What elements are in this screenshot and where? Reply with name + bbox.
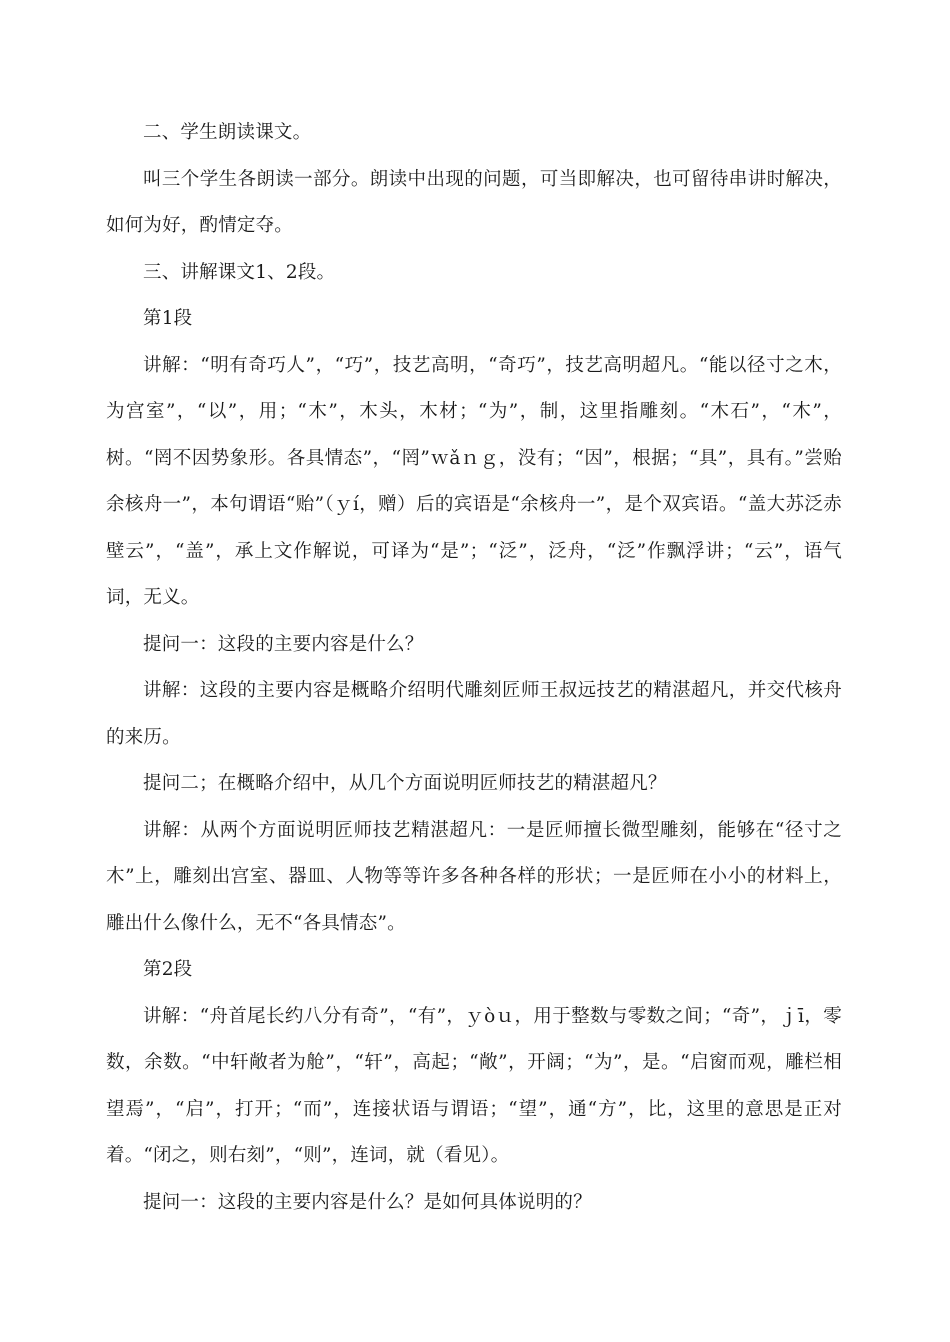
question-section1-2: 提问二；在概略介绍中，从几个方面说明匠师技艺的精湛超凡？ [143,773,667,794]
answer-section1-1: 讲解：这段的主要内容是概略介绍明代雕刻匠师王叔远技艺的精湛超凡，并交代核舟的来历。 [106,680,842,748]
paragraph-section1-explanation: 讲解：“明有奇巧人”，“巧”，技艺高明，“奇巧”，技艺高明超凡。“能以径寸之木，为宫室”，“以”，用；“木”，木头，木材；“为”，制，这里指雕刻。“木石”，“木”，树。“罔不因势象形。各具情态”，“罔”ｗǎｎｇ，没有；“因”，根据；“具”，具有。”尝贻余核舟一”，本句谓语“贻”（ｙí，赠）后的宾语是“余核舟一”，是个双宾语。“盖大苏泛赤壁云”，“盖”，承上文作解说，可译为“是”；“泛”，泛舟，“泛”作飘浮讲；“云”，语气词，无义。 [106,354,842,608]
question-section1-1: 提问一：这段的主要内容是什么？ [143,633,424,655]
heading-explain-sections: 三、讲解课文1、2段。 [143,261,336,283]
paragraph-section2-explanation: 讲解：“舟首尾长约八分有奇”，“有”，ｙòｕ，用于整数与零数之间；“奇”，ｊī，零数，余数。“中轩敞者为舱”，“轩”，高起；“敞”，开阔；“为”，是。“启窗而观，雕栏相望焉”，“启”，打开；“而”，连接状语与谓语；“望”，通“方”，比，这里的意思是正对着。“闭之，则右刻”，“则”，连词，就（看见）。 [106,1005,842,1166]
document-body [106,110,842,1226]
section-label-1: 第1段 [143,308,193,329]
question-section2-1: 提问一：这段的主要内容是什么？是如何具体说明的？ [143,1191,592,1213]
heading-student-reading: 二、学生朗读课文。 [143,122,312,143]
paragraph-reading-instructions: 叫三个学生各朗读一部分。朗读中出现的问题，可当即解决，也可留待串讲时解决，如何为好，酌情定夺。 [106,168,842,236]
section-label-2: 第2段 [143,959,193,980]
answer-section1-2: 讲解：从两个方面说明匠师技艺精湛超凡：一是匠师擅长微型雕刻，能够在“径寸之木”上，雕刻出宫室、器皿、人物等等许多各种各样的形状；一是匠师在小小的材料上，雕出什么像什么，无不“各具情态”。 [106,819,842,934]
